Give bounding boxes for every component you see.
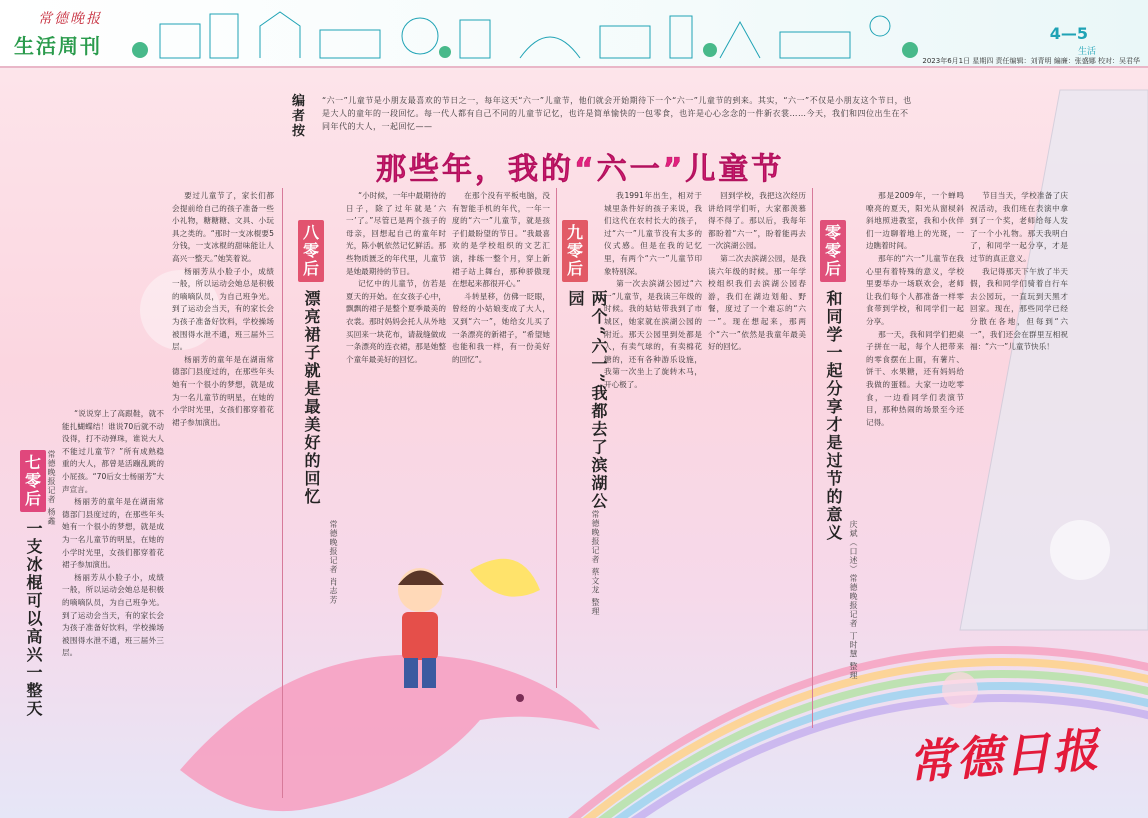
era-badge-70s: 七零后 xyxy=(20,450,46,512)
newspaper-logo: 常德日报 xyxy=(906,722,1102,790)
paragraph: 杨丽芳从小脸子小，成绩一般，所以运动会她总是积极的嘀嘀队员，为自己班争光。到了运动会当天，有的家长会为孩子准备好饮料，学校操场被围得水泄不通，班三届外三层。 xyxy=(62,572,164,658)
section-name: 生活周刊 xyxy=(14,34,102,58)
editor-note xyxy=(292,90,912,146)
paragraph: 在那个没有平板电脑，没有智能手机的年代，一年一度的“六一”儿童节，就是孩子们最盼望的节日。“我最喜欢的是学校组织的文艺汇演，排练一整个月，穿上新裙子站上舞台，那种骄傲现在想起来都很开心。” xyxy=(452,191,550,289)
era-badge-00s: 零零后 xyxy=(820,220,846,282)
article-byline-00s: 庆斌（口述）常德晚报记者 丁时慧 整理 xyxy=(849,520,858,681)
paragraph: “小时候，一年中最期待的日子，除了过年就是‘六一’了。”尽管已是两个孩子的母亲，回想起自己的童年时光，陈小帆依然记忆鲜活。那些物质匮乏的年代里，儿童节是她最期待的节日。 xyxy=(346,191,446,276)
article-body-70s-cont xyxy=(172,190,274,800)
masthead xyxy=(0,0,1148,68)
column-divider xyxy=(282,188,283,798)
paragraph: 我1991年出生，相对于城里条件好的孩子来说，我们这代在农村长大的孩子，过“六一”儿童节没有太多的仪式感。但是在我的记忆里，有两个“六一”儿童节印象特别深。 xyxy=(604,191,702,276)
column-divider xyxy=(556,188,557,688)
paragraph: 斗转星移，仿佛一眨眼，曾经的小姑娘变成了大人，又到“六一”，她给女儿买了一条漂亮的新裙子，“希望她也能和我一样，有一份美好的回忆”。 xyxy=(452,291,550,364)
article-byline-80s: 常德晚报记者 肖志芳 xyxy=(329,520,338,605)
paragraph: 第二次去滨湖公园，是我读六年级的时候。那一年学校组织我们去滨湖公园春游，我们在湖边划船、野餐，度过了一个难忘的“六一”。现在想起来，那两个“六一”依然是我童年最美好的回忆。 xyxy=(708,253,806,352)
article-body-90s-a xyxy=(604,190,702,690)
page-label: 生活 xyxy=(1077,47,1096,57)
paper-name: 常德晚报 xyxy=(38,11,102,27)
page-number: 4—5 xyxy=(1049,24,1088,43)
article-title-00s: 和同学一起分享才是过节的意义 xyxy=(824,290,843,542)
era-badge-80s: 八零后 xyxy=(298,220,324,282)
paragraph: 记忆中的儿童节，仿若是夏天的开始。在女孩子心中，飘飘的裙子是整个夏季最美的衣裳。那时妈妈会托人从外地买回来一块花布，请裁缝做成一条漂亮的连衣裙，那是她整个童年最美好的回忆。 xyxy=(346,279,446,364)
paragraph: 节目当天，学校准备了庆祝活动，我们班在表演中拿到了一个奖，老师给每人发了一个小礼物。那天我明白了，和同学一起分享，才是过节的真正意义。 xyxy=(970,191,1068,263)
paragraph: 杨丽芳的童年是在湖南常德部门县度过的，在那些年头她有一个很小的梦想，就是成为一名儿童节的明星，在她的小学时光里，女孩们都穿着花裙子参加演出。 xyxy=(172,354,274,427)
article-body-70s xyxy=(62,408,164,808)
paragraph: 杨丽芳从小脸子小，成绩一般，所以运动会她总是积极的嘀嘀队员，为自己班争光。到了运动会当天，有的家长会为孩子准备好饮料，学校操场被围得水泄不通，班三届外三层。 xyxy=(172,266,274,352)
editor-note-text: “六一”儿童节是小朋友最喜欢的节日之一，每年这天“六一”儿童节，他们就会开始期待下一个“六一”儿童节的到来。其实，“六一”不仅是小朋友这个节日，也是大人的童年的一段回忆。每一代人都有自己不同的儿童节记忆，也许是简单愉快的一包零食，也许是心心念念的一件新衣裳……今天，我们和四位出生在不同年代的大人，一起回忆—— xyxy=(322,96,912,131)
column-divider xyxy=(812,188,813,728)
paragraph: “说说穿上了高跟鞋，就不能扎蝴蝶结！谁说70后就不动没得，打不动弹珠，谁说大人不能过儿童节？”所有成熟稳重的大人，都曾是活蹦乱跳的小屁孩。“70后女士杨丽芳”大声宣言。 xyxy=(62,409,164,494)
article-byline-90s: 常德晚报记者 蔡文龙 整理 xyxy=(591,510,600,617)
dateline: 2023年6月1日 星期四 责任编辑：刘青明 編廉：张盛娜 校对：吴君华 xyxy=(922,57,1140,65)
skyline-illustration xyxy=(120,6,940,62)
paragraph: 我记得那天下午放了半天假，我和同学们骑着自行车去公园玩，一直玩到天黑才回家。现在，那些同学已经分散在各地，但每到“六一”，我们还会在群里互相祝福：“六一”儿童节快乐！ xyxy=(970,266,1068,352)
paragraph: 杨丽芳的童年是在湖南常德部门县度过的，在那些年头她有一个很小的梦想，就是成为一名儿童节的明星，在她的小学时光里，女孩们都穿着花裙子参加演出。 xyxy=(62,497,164,570)
paragraph: 那是2009年，一个蝉鸣嘹亮的夏天，阳光从窗棂斜斜地照进教室，我和小伙伴们一边聊着地上的光斑，一边瞧着时间。 xyxy=(866,191,964,251)
page-headline: 那些年，我的“六一”儿童节 xyxy=(376,152,785,187)
main-spread xyxy=(0,70,1148,818)
paragraph: 第一次去滨湖公园过“六一”儿童节，是我读三年级的时候。我的姑姑带我到了市城区，她家就在滨湖公园的附近。那天公园里到处都是人，有卖气球的，有卖棉花糖的，还有各种游乐设施，我第一次坐上了旋转木马，开心极了。 xyxy=(604,279,702,389)
paragraph: 要过儿童节了，家长们都会提前给自己的孩子准备一些小礼物，糖糖糖、文具、小玩具之类的。“那时一支冰棍要5分钱，一支冰棍的甜味能让人高兴一整天。”她笑着说。 xyxy=(172,191,274,263)
article-body-80s-b xyxy=(452,190,550,720)
article-body-80s-a xyxy=(346,190,446,610)
paragraph: 回到学校，我把这次经历讲给同学们听，大家都羡慕得不得了。那以后，我每年都盼着“六一”，盼着能再去一次滨湖公园。 xyxy=(708,191,806,251)
article-body-00s-a xyxy=(866,190,964,710)
era-badge-90s: 九零后 xyxy=(562,220,588,282)
article-body-90s-b xyxy=(708,190,806,750)
article-title-70s: 一支冰棍可以高兴一整天 xyxy=(24,520,43,718)
article-body-00s-b xyxy=(970,190,1068,710)
article-byline-70s: 常德晚报记者 杨鑫 xyxy=(47,450,56,526)
article-title-90s: 两个“六一”我都去了滨湖公园 xyxy=(566,290,608,511)
paragraph: 那一天，我和同学们把桌子拼在一起，每个人把带来的零食摆在上面，有薯片、饼干、水果糖，还有妈妈给我做的蛋糕。大家一边吃零食，一边看同学们表演节目，那种热闹的场景至今还记得。 xyxy=(866,329,964,427)
article-title-80s: 漂亮裙子就是最美好的回忆 xyxy=(302,290,321,506)
paragraph: 那年的“六一”儿童节在我心里有着特殊的意义，学校里要举办一场联欢会，老师让我们每个人都准备一样零食带到学校，和同学们一起分享。 xyxy=(866,253,964,326)
editor-note-tag: 编者按 xyxy=(292,94,306,139)
